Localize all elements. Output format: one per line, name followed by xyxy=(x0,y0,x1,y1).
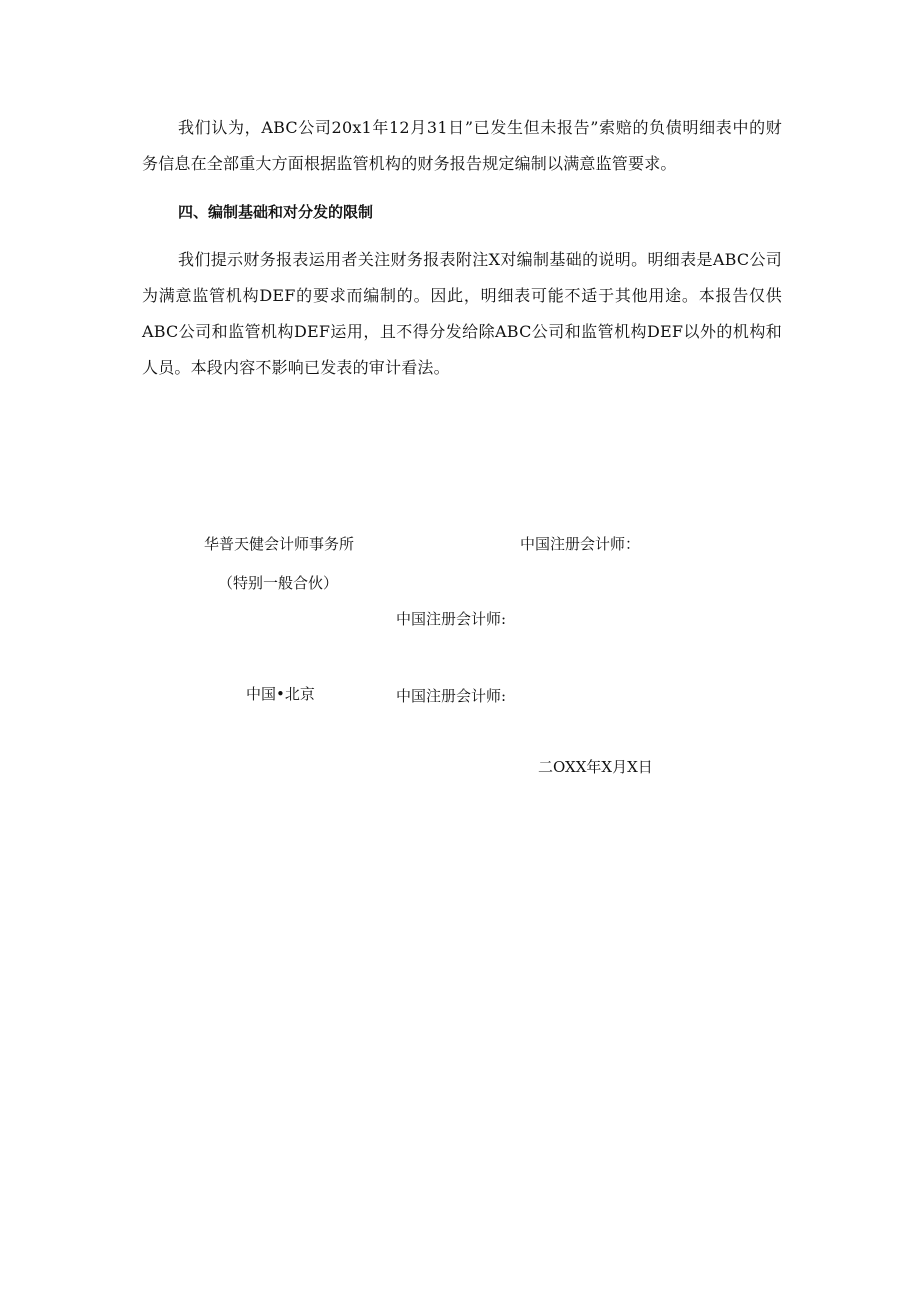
firm-name: 华普天健会计师事务所 xyxy=(204,535,355,553)
report-location: 中国•北京 xyxy=(246,685,315,703)
opinion-paragraph: 我们认为，ABC公司20x1年12月31日”已发生但未报告”索赔的负债明细表中的财务信息在全部重大方面根据监管机构的财务报告规定编制以满意监管要求。 xyxy=(142,118,782,173)
restriction-paragraph: 我们提示财务报表运用者关注财务报表附注X对编制基础的说明。明细表是ABC公司为满意监管机构DEF的要求而编制的。因此，明细表可能不适于其他用途。本报告仅供ABC公司和监管机构DEF运用，且不得分发给除ABC公司和监管机构DEF以外的机构和人员。本段内容不影响已发表的审计看法。 xyxy=(142,250,782,377)
cpa-signature-label-1: 中国注册会计师： xyxy=(520,535,641,553)
report-date: 二OXX年X月X日 xyxy=(538,758,653,776)
cpa-signature-label-3: 中国注册会计师: xyxy=(396,687,507,705)
section-heading-basis-and-restriction: 四、编制基础和对分发的限制 xyxy=(178,203,374,221)
firm-partnership-type: （特别一般合伙） xyxy=(218,574,339,592)
cpa-signature-label-2: 中国注册会计师: xyxy=(396,610,507,628)
